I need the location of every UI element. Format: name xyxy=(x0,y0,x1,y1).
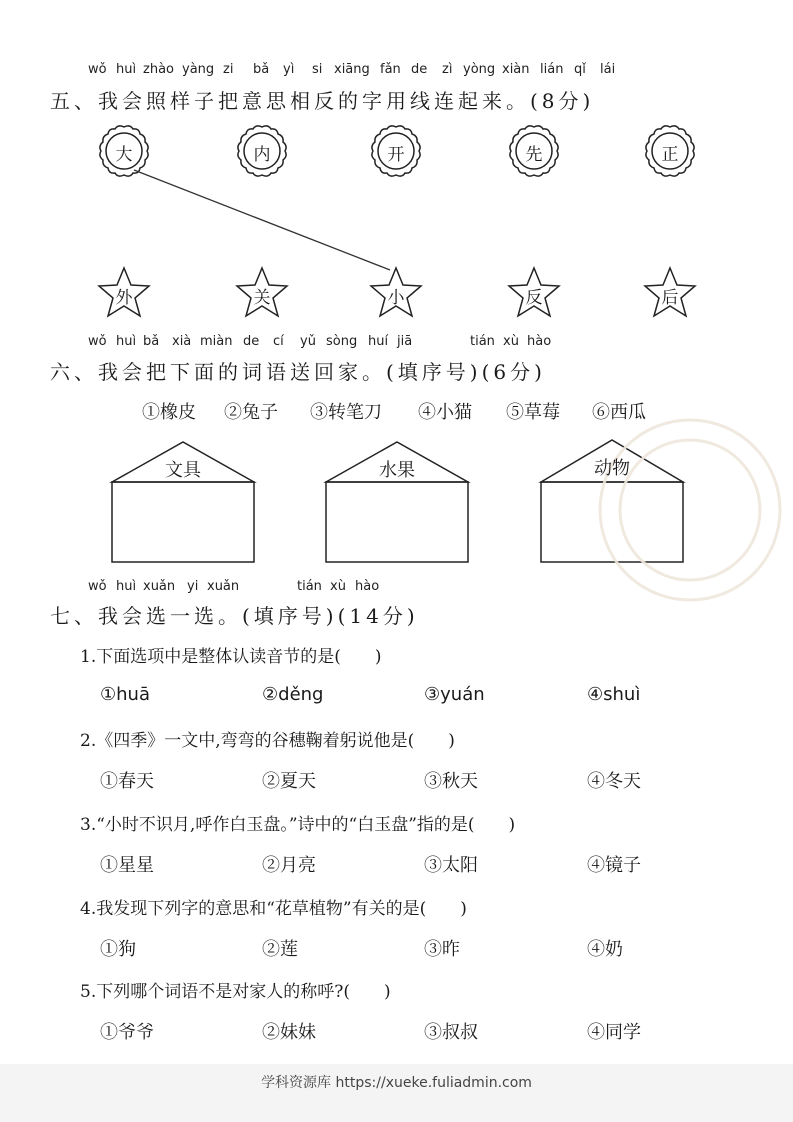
word-item: ①橡皮 xyxy=(142,402,196,423)
word-item: ④小猫 xyxy=(418,402,472,423)
section7-pinyin xyxy=(0,579,793,597)
pinyin: si xyxy=(312,62,323,77)
option: ④冬天 xyxy=(587,771,641,792)
pinyin: cí xyxy=(273,334,284,349)
footer xyxy=(0,1064,793,1122)
option: ④同学 xyxy=(587,1022,641,1043)
question-4: 4.我发现下列字的意思和“花草植物”有关的是( ) xyxy=(80,899,467,919)
stamp-watermark xyxy=(600,420,780,600)
section7-title: 七、我会选一选。(填序号)(14分) xyxy=(50,604,419,628)
bottom-char: 关 xyxy=(253,288,271,308)
pinyin: wǒ xyxy=(88,579,107,594)
option: ④奶 xyxy=(587,939,623,960)
option: ②莲 xyxy=(262,939,298,960)
pinyin: zì xyxy=(442,62,453,77)
word-item: ⑥西瓜 xyxy=(592,402,646,423)
option: ①爷爷 xyxy=(100,1022,154,1043)
pinyin: xuǎn xyxy=(207,579,240,594)
word-item: ⑤草莓 xyxy=(506,402,560,423)
pinyin: fǎn xyxy=(380,62,401,77)
pinyin: xù xyxy=(503,334,519,349)
question-5: 5.下列哪个词语不是对家人的称呼?( ) xyxy=(80,982,391,1002)
pinyin: tián xyxy=(297,579,322,594)
word-item: ③转笔刀 xyxy=(310,402,382,423)
top-char: 开 xyxy=(387,145,405,165)
option: ①狗 xyxy=(100,939,136,960)
option: ①春天 xyxy=(100,771,154,792)
question-3: 3.“小时不识月,呼作白玉盘。”诗中的“白玉盘”指的是( ) xyxy=(80,815,516,835)
section6-pinyin xyxy=(0,334,793,352)
pinyin: jiā xyxy=(397,334,413,349)
pinyin: huí xyxy=(368,334,389,349)
house-label: 水果 xyxy=(379,460,415,481)
option: ③yuán xyxy=(424,684,485,705)
question-2: 2.《四季》一文中,弯弯的谷穗鞠着躬说他是( ) xyxy=(80,731,455,751)
pinyin: de xyxy=(243,334,260,349)
pinyin: xuǎn xyxy=(143,579,176,594)
pinyin: lián xyxy=(540,62,564,77)
option: ②děng xyxy=(262,684,324,705)
pinyin: miàn xyxy=(200,334,233,349)
pinyin: huì xyxy=(116,579,137,594)
pinyin: de xyxy=(411,62,428,77)
option: ④shuì xyxy=(587,684,641,705)
pinyin: xù xyxy=(330,579,346,594)
option: ③昨 xyxy=(424,939,460,960)
pinyin: xiàn xyxy=(502,62,530,77)
bottom-char: 后 xyxy=(661,288,679,308)
option: ③太阳 xyxy=(424,855,478,876)
pinyin: yàng xyxy=(182,62,215,77)
pinyin: hào xyxy=(527,334,552,349)
top-char: 大 xyxy=(115,145,133,165)
top-char: 内 xyxy=(253,145,271,165)
pinyin: wǒ xyxy=(88,62,107,77)
option: ②妹妹 xyxy=(262,1022,316,1043)
question-1: 1.下面选项中是整体认读音节的是( ) xyxy=(80,647,382,667)
option: ①huā xyxy=(100,684,150,705)
example-connection-line xyxy=(134,170,390,270)
pinyin: xiāng xyxy=(334,62,370,77)
footer-watermark-text: 学科资源库 https://xueke.fuliadmin.com xyxy=(261,1075,532,1091)
top-char: 先 xyxy=(525,145,543,165)
option: ③秋天 xyxy=(424,771,478,792)
word-item: ②兔子 xyxy=(224,402,278,423)
pinyin: yǔ xyxy=(300,334,316,349)
pinyin: lái xyxy=(600,62,616,77)
bottom-char: 外 xyxy=(115,288,133,308)
option: ②月亮 xyxy=(262,855,316,876)
section5-title: 五、我会照样子把意思相反的字用线连起来。(8分) xyxy=(50,89,595,113)
bottom-char: 小 xyxy=(387,288,405,308)
pinyin: sòng xyxy=(326,334,358,349)
section6-title: 六、我会把下面的词语送回家。(填序号)(6分) xyxy=(50,360,546,384)
option: ④镜子 xyxy=(587,855,641,876)
pinyin: zhào xyxy=(143,62,174,77)
option: ②夏天 xyxy=(262,771,316,792)
pinyin: zi xyxy=(223,62,234,77)
pinyin: wǒ xyxy=(88,334,107,349)
pinyin: yì xyxy=(283,62,295,77)
pinyin: tián xyxy=(470,334,495,349)
bottom-char: 反 xyxy=(525,288,543,308)
pinyin: huì xyxy=(116,62,137,77)
pinyin: huì xyxy=(116,334,137,349)
pinyin: qǐ xyxy=(574,62,586,77)
house-label: 文具 xyxy=(165,460,201,481)
pinyin: yi xyxy=(187,579,199,594)
house-label: 动物 xyxy=(594,458,630,479)
pinyin: bǎ xyxy=(253,62,270,77)
option: ①星星 xyxy=(100,855,154,876)
top-char: 正 xyxy=(661,145,679,165)
option: ③叔叔 xyxy=(424,1022,478,1043)
pinyin: yòng xyxy=(463,62,496,77)
pinyin: hào xyxy=(355,579,380,594)
pinyin: xià xyxy=(172,334,192,349)
pinyin: bǎ xyxy=(143,334,160,349)
